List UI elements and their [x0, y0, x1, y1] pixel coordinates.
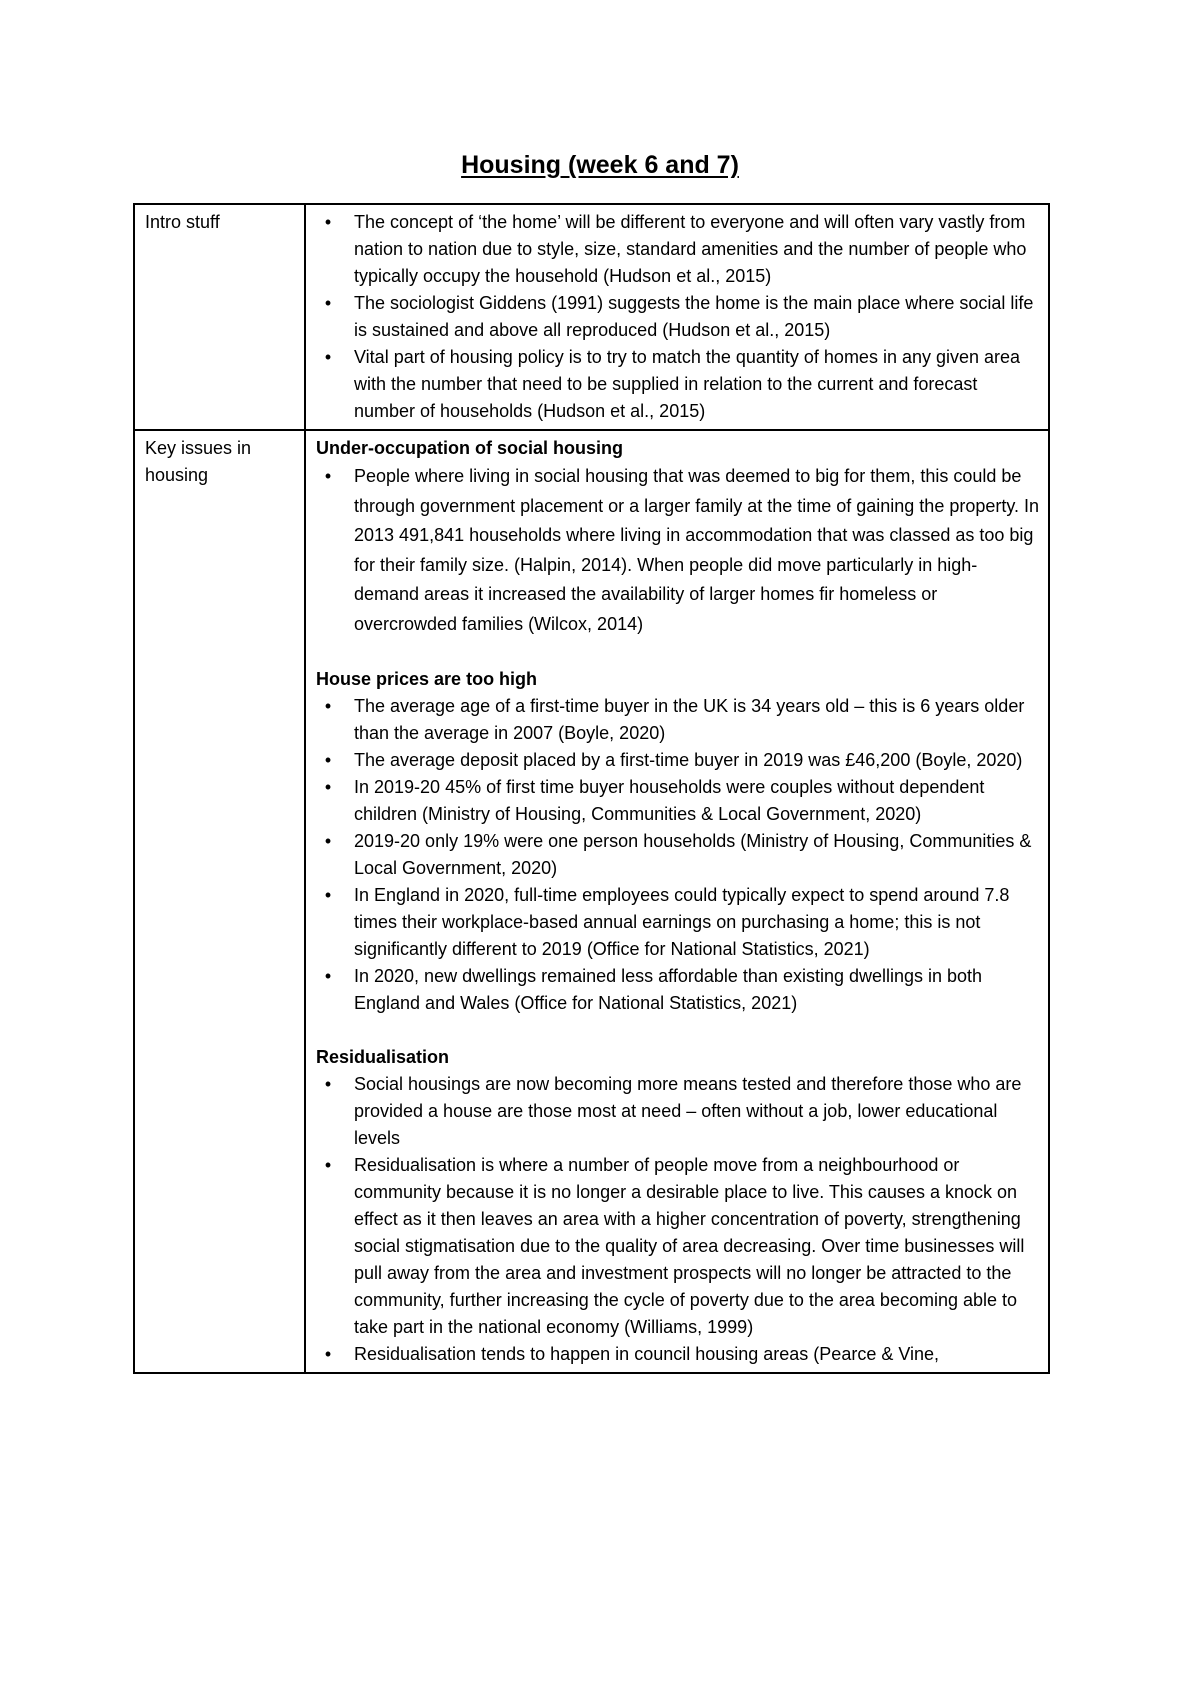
list-item — [316, 462, 1040, 639]
bullet-text: 2019-20 only 19% were one person households (Ministry of Housing, Communities & Local Government, 2020) — [354, 831, 1032, 878]
bullet-text: The average deposit placed by a first-time buyer in 2019 was £46,200 (Boyle, 2020) — [354, 750, 1023, 770]
bullet-icon: • — [324, 696, 332, 716]
bullet-icon: • — [324, 293, 332, 313]
bullet-icon: • — [324, 777, 332, 797]
row-label-intro: Intro stuff — [134, 204, 305, 430]
house-prices-bullet-list — [316, 693, 1040, 1017]
row-label-key-issues: Key issues in housing — [134, 430, 305, 1373]
bullet-text: Social housings are now becoming more means tested and therefore those who are provided a house are those most at need – often without a job, lower educational levels — [354, 1074, 1022, 1148]
table-row-intro — [134, 204, 1049, 430]
list-item — [316, 290, 1040, 344]
section-heading-under-occupation: Under-occupation of social housing — [316, 438, 624, 458]
list-item — [316, 344, 1040, 425]
bullet-text: The average age of a first-time buyer in the UK is 34 years old – this is 6 years older than the average in 2007 (Boyle, 2020) — [354, 696, 1025, 743]
bullet-text: Vital part of housing policy is to try to match the quantity of homes in any given area with the number that need to be supplied in relation to the current and forecast number of households (Hudson et al., 2015) — [354, 347, 1021, 421]
bullet-icon: • — [324, 347, 332, 367]
intro-bullet-list — [316, 209, 1040, 425]
residualisation-bullet-list — [316, 1071, 1040, 1368]
section-spacer — [316, 639, 1040, 666]
section-heading-residualisation: Residualisation — [316, 1047, 450, 1067]
bullet-text: People where living in social housing that was deemed to big for them, this could be through government placement or a larger family at the time of gaining the property. In 2013 491,841 households where living in accommodation that was classed as too big for their family size. (Halpin, 2014). When people did move particularly in high-demand areas it increased the availability of larger homes fir homeless or overcrowded families (Wilcox, 2014) — [354, 466, 1040, 634]
list-item — [316, 882, 1040, 963]
bullet-text: In 2019-20 45% of first time buyer households were couples without dependent children (Ministry of Housing, Communities & Local Government, 2020) — [354, 777, 985, 824]
list-item — [316, 963, 1040, 1017]
list-item — [316, 209, 1040, 290]
bullet-text: Residualisation tends to happen in council housing areas (Pearce & Vine, — [354, 1344, 940, 1364]
list-item — [316, 1152, 1040, 1341]
table-row-key-issues — [134, 430, 1049, 1373]
bullet-icon: • — [324, 1155, 332, 1175]
bullet-text: In England in 2020, full-time employees could typically expect to spend around 7.8 times their workplace-based annual earnings on purchasing a home; this is not significantly different to 2019 (Office for National Statistics, 2021) — [354, 885, 1010, 959]
row-content-intro — [305, 204, 1049, 430]
bullet-text: Residualisation is where a number of people move from a neighbourhood or community because it is no longer a desirable place to live. This causes a knock on effect as it then leaves an area with a higher concentration of poverty, strengthening social stigmatisation due to the quality of area decreasing. Over time businesses will pull away from the area and investment prospects will no longer be attracted to the community, further increasing the cycle of poverty due to the area becoming able to take part in the national economy (Williams, 1999) — [354, 1155, 1025, 1337]
bullet-icon: • — [324, 1074, 332, 1094]
bullet-text: The sociologist Giddens (1991) suggests the home is the main place where social life is sustained and above all reproduced (Hudson et al., 2015) — [354, 293, 1034, 340]
bullet-icon: • — [324, 966, 332, 986]
under-occupation-bullet-list — [316, 462, 1040, 639]
bullet-icon: • — [324, 831, 332, 851]
list-item — [316, 828, 1040, 882]
section-spacer — [316, 1017, 1040, 1044]
bullet-icon: • — [324, 750, 332, 770]
list-item — [316, 1071, 1040, 1152]
row-content-key-issues — [305, 430, 1049, 1373]
list-item — [316, 747, 1040, 774]
section-heading-house-prices: House prices are too high — [316, 669, 538, 689]
bullet-icon: • — [324, 885, 332, 905]
bullet-text: In 2020, new dwellings remained less affordable than existing dwellings in both England and Wales (Office for National Statistics, 2021) — [354, 966, 983, 1013]
bullet-text: The concept of ‘the home’ will be different to everyone and will often vary vastly from nation to nation due to style, size, standard amenities and the number of people who typically occupy the household (Hudson et al., 2015) — [354, 212, 1027, 286]
bullet-icon: • — [324, 466, 332, 486]
list-item — [316, 1341, 1040, 1368]
bullet-icon: • — [324, 1344, 332, 1364]
page-title: Housing (week 6 and 7) — [461, 151, 739, 179]
list-item — [316, 774, 1040, 828]
bullet-icon: • — [324, 212, 332, 232]
notes-table — [133, 203, 1050, 1374]
list-item — [316, 693, 1040, 747]
